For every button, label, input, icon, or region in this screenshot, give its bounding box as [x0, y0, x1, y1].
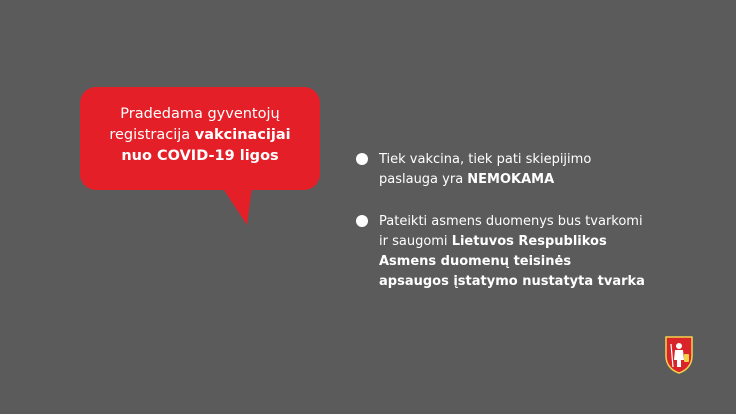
bubble-line-2	[80, 125, 320, 146]
info-item-1-line-1: Tiek vakcina, tiek pati skiepijimo	[379, 152, 592, 167]
bubble-line-3	[80, 146, 320, 167]
info-item-1-line-2-plain: paslauga yra	[379, 172, 468, 187]
speech-bubble	[80, 87, 320, 190]
info-item-2-line-2	[379, 232, 686, 252]
coat-of-arms-icon	[664, 334, 694, 374]
info-item-2-line-1: Pateikti asmens duomenys bus tvarkomi	[379, 214, 643, 229]
bubble-line-2-plain: registracija	[109, 127, 195, 143]
info-item-2-line-4	[379, 272, 686, 292]
bullet-dot-icon	[356, 215, 368, 227]
info-item-2-line-2-bold: Lietuvos Respublikos	[451, 234, 607, 249]
info-item-free	[356, 150, 686, 190]
info-item-1-line-2-bold: NEMOKAMA	[467, 172, 555, 187]
info-item-2-line-3-bold: Asmens duomenų teisinės	[379, 254, 572, 269]
info-item-2-line-4-bold: apsaugos įstatymo nustatyta tvarka	[379, 274, 645, 289]
bubble-line-1: Pradedama gyventojų	[120, 106, 280, 122]
bubble-line-3-bold: nuo COVID-19 ligos	[121, 148, 279, 164]
bubble-line-2-bold: vakcinacijai	[194, 127, 291, 143]
info-list	[356, 150, 686, 292]
info-item-data-protection	[356, 212, 686, 292]
info-item-2-line-3	[379, 252, 686, 272]
bullet-dot-icon	[356, 153, 368, 165]
info-item-1-line-2	[379, 170, 686, 190]
info-item-2-line-2-plain: ir saugomi	[379, 234, 452, 249]
speech-bubble-tail	[222, 187, 252, 227]
